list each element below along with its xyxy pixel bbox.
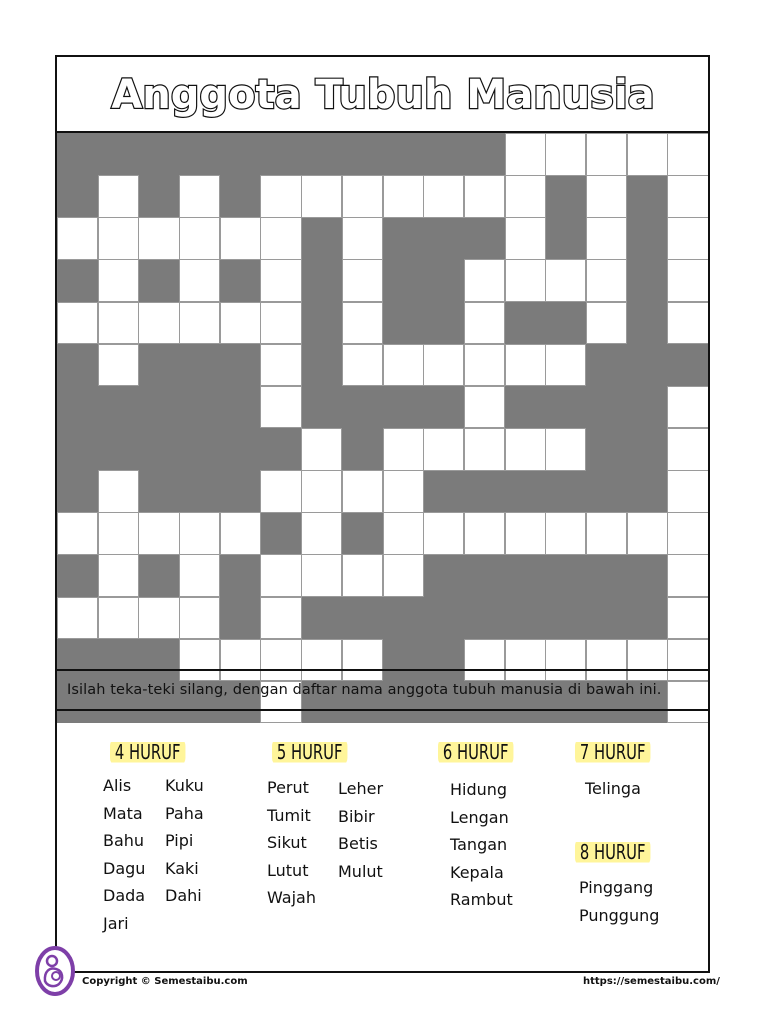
word-item: Mulut xyxy=(338,861,383,881)
page-title xyxy=(103,64,663,124)
word-item: Rambut xyxy=(450,890,513,909)
crossword-cell[interactable] xyxy=(423,344,464,387)
crossword-cell[interactable] xyxy=(57,597,98,640)
crossword-cell[interactable] xyxy=(383,554,424,597)
instruction-bar xyxy=(57,669,708,711)
crossword-cell[interactable] xyxy=(383,344,424,387)
crossword-cell[interactable] xyxy=(57,217,98,260)
crossword-cell[interactable] xyxy=(505,428,546,471)
crossword-cell[interactable] xyxy=(586,512,627,555)
crossword-cell[interactable] xyxy=(667,302,708,345)
crossword-cell[interactable] xyxy=(586,133,627,176)
crossword-cell[interactable] xyxy=(179,175,220,218)
crossword-cell[interactable] xyxy=(138,217,179,260)
word-item: Telinga xyxy=(585,779,641,798)
crossword-cell[interactable] xyxy=(342,217,383,260)
crossword-cell[interactable] xyxy=(179,302,220,345)
crossword-cell[interactable] xyxy=(667,470,708,513)
crossword-cell[interactable] xyxy=(505,512,546,555)
crossword-cell[interactable] xyxy=(423,175,464,218)
crossword-cell[interactable] xyxy=(260,302,301,345)
word-item: Kepala xyxy=(450,862,504,882)
word-item: Hidung xyxy=(450,780,508,799)
crossword-cell[interactable] xyxy=(220,512,261,555)
word-list-4-huruf-a xyxy=(103,772,145,937)
crossword-cell[interactable] xyxy=(464,259,505,302)
crossword-cells xyxy=(57,133,708,723)
crossword-cell[interactable] xyxy=(667,217,708,260)
crossword-cell[interactable] xyxy=(260,597,301,640)
crossword-cell[interactable] xyxy=(260,344,301,387)
crossword-cell[interactable] xyxy=(586,302,627,345)
word-item: Mata xyxy=(103,803,143,823)
crossword-cell[interactable] xyxy=(179,259,220,302)
crossword-cell[interactable] xyxy=(342,175,383,218)
crossword-cell[interactable] xyxy=(179,597,220,640)
crossword-cell[interactable] xyxy=(301,470,342,513)
crossword-cell[interactable] xyxy=(383,428,424,471)
word-item: Tangan xyxy=(450,835,508,854)
crossword-cell[interactable] xyxy=(220,302,261,345)
heading-7-huruf: 7 HURUF xyxy=(575,738,650,766)
crossword-cell[interactable] xyxy=(545,428,586,471)
word-item: Lutut xyxy=(267,860,309,880)
word-item: Dagu xyxy=(103,858,146,878)
word-item: Sikut xyxy=(267,833,307,852)
copyright-text: Copyright © Semestaibu.com xyxy=(82,976,248,987)
crossword-cell[interactable] xyxy=(667,259,708,302)
word-item: Punggung xyxy=(579,905,660,925)
crossword-cell[interactable] xyxy=(423,512,464,555)
word-item: Dahi xyxy=(165,886,202,905)
word-list-7-huruf xyxy=(585,775,641,803)
crossword-cell[interactable] xyxy=(667,512,708,555)
crossword-cell[interactable] xyxy=(342,344,383,387)
crossword-cell[interactable] xyxy=(545,259,586,302)
crossword-cell[interactable] xyxy=(260,386,301,429)
crossword-cell[interactable] xyxy=(98,554,139,597)
crossword-cell[interactable] xyxy=(179,217,220,260)
heading-6-huruf: 6 HURUF xyxy=(438,738,513,766)
crossword-cell[interactable] xyxy=(627,133,668,176)
crossword-cell[interactable] xyxy=(667,133,708,176)
word-item: Pinggang xyxy=(579,878,654,897)
crossword-cell[interactable] xyxy=(342,554,383,597)
word-list-4-huruf-b xyxy=(165,772,204,910)
crossword-cell[interactable] xyxy=(464,175,505,218)
crossword-cell[interactable] xyxy=(342,302,383,345)
crossword-cell[interactable] xyxy=(57,512,98,555)
crossword-cell[interactable] xyxy=(464,428,505,471)
crossword-cell[interactable] xyxy=(98,259,139,302)
crossword-cell[interactable] xyxy=(260,259,301,302)
word-item: Perut xyxy=(267,778,309,797)
word-item: Kuku xyxy=(165,776,204,795)
crossword-cell[interactable] xyxy=(260,554,301,597)
word-item: Dada xyxy=(103,886,146,905)
crossword-cell[interactable] xyxy=(667,175,708,218)
crossword-cell[interactable] xyxy=(586,217,627,260)
heading-5-huruf: 5 HURUF xyxy=(272,738,347,766)
word-item: Pipi xyxy=(165,831,194,850)
crossword-cell[interactable] xyxy=(586,175,627,218)
crossword-cell[interactable] xyxy=(260,217,301,260)
word-item: Tumit xyxy=(267,805,311,825)
heading-4-huruf: 4 HURUF xyxy=(110,738,185,766)
crossword-cell[interactable] xyxy=(383,470,424,513)
site-url-link[interactable]: https://semestaibu.com/ xyxy=(583,976,720,987)
crossword-cell[interactable] xyxy=(98,470,139,513)
crossword-cell[interactable] xyxy=(545,133,586,176)
word-list-6-huruf xyxy=(450,776,513,914)
crossword-cell[interactable] xyxy=(98,175,139,218)
word-item: Betis xyxy=(338,834,378,853)
crossword-cell[interactable] xyxy=(138,597,179,640)
crossword-cell[interactable] xyxy=(586,259,627,302)
crossword-cell[interactable] xyxy=(667,554,708,597)
crossword-cell[interactable] xyxy=(383,512,424,555)
crossword-cell[interactable] xyxy=(464,344,505,387)
crossword-cell[interactable] xyxy=(667,597,708,640)
page-title-text: Anggota Tubuh Manusia xyxy=(110,72,655,118)
crossword-cell[interactable] xyxy=(98,344,139,387)
crossword-cell[interactable] xyxy=(464,302,505,345)
crossword-cell[interactable] xyxy=(667,386,708,429)
crossword-cell[interactable] xyxy=(545,344,586,387)
word-item: Kaki xyxy=(165,858,199,878)
crossword-cell[interactable] xyxy=(260,175,301,218)
word-item: Paha xyxy=(165,803,204,823)
word-list-5-huruf-b xyxy=(338,775,383,885)
word-list-5-huruf-a xyxy=(267,774,316,912)
word-item: Leher xyxy=(338,779,384,798)
crossword-cell[interactable] xyxy=(505,259,546,302)
word-item: Lengan xyxy=(450,807,509,827)
crossword-cell[interactable] xyxy=(627,512,668,555)
crossword-cell[interactable] xyxy=(464,386,505,429)
crossword-cell[interactable] xyxy=(423,428,464,471)
crossword-cell[interactable] xyxy=(301,512,342,555)
title-banner xyxy=(57,57,708,133)
semestaibu-logo-icon xyxy=(32,945,78,997)
word-item: Bibir xyxy=(338,806,375,826)
heading-8-huruf: 8 HURUF xyxy=(575,838,650,866)
crossword-cell[interactable] xyxy=(505,344,546,387)
crossword-cell[interactable] xyxy=(260,470,301,513)
crossword-cell[interactable] xyxy=(505,133,546,176)
crossword-cell[interactable] xyxy=(179,554,220,597)
crossword-cell[interactable] xyxy=(505,217,546,260)
word-item: Wajah xyxy=(267,888,316,907)
crossword-cell[interactable] xyxy=(98,302,139,345)
crossword-cell[interactable] xyxy=(342,259,383,302)
crossword-cell[interactable] xyxy=(98,217,139,260)
instruction-text: Isilah teka-teki silang, dengan daftar nama anggota tubuh manusia di bawah ini. xyxy=(67,682,662,698)
crossword-cell[interactable] xyxy=(301,175,342,218)
crossword-cell[interactable] xyxy=(667,428,708,471)
crossword-cell[interactable] xyxy=(220,217,261,260)
word-item: Bahu xyxy=(103,831,145,850)
crossword-cell[interactable] xyxy=(383,175,424,218)
crossword-cell[interactable] xyxy=(545,512,586,555)
crossword-cell[interactable] xyxy=(301,554,342,597)
crossword-cell[interactable] xyxy=(464,512,505,555)
word-item: Jari xyxy=(103,913,129,933)
crossword-cell[interactable] xyxy=(301,428,342,471)
crossword-cell[interactable] xyxy=(138,512,179,555)
crossword-grid xyxy=(57,133,708,723)
crossword-cell[interactable] xyxy=(57,302,98,345)
word-item: Alis xyxy=(103,776,132,795)
crossword-cell[interactable] xyxy=(138,302,179,345)
crossword-cell[interactable] xyxy=(505,175,546,218)
crossword-cell[interactable] xyxy=(98,512,139,555)
word-list-8-huruf xyxy=(579,874,659,929)
crossword-cell[interactable] xyxy=(179,512,220,555)
crossword-cell[interactable] xyxy=(98,597,139,640)
crossword-cell[interactable] xyxy=(342,470,383,513)
